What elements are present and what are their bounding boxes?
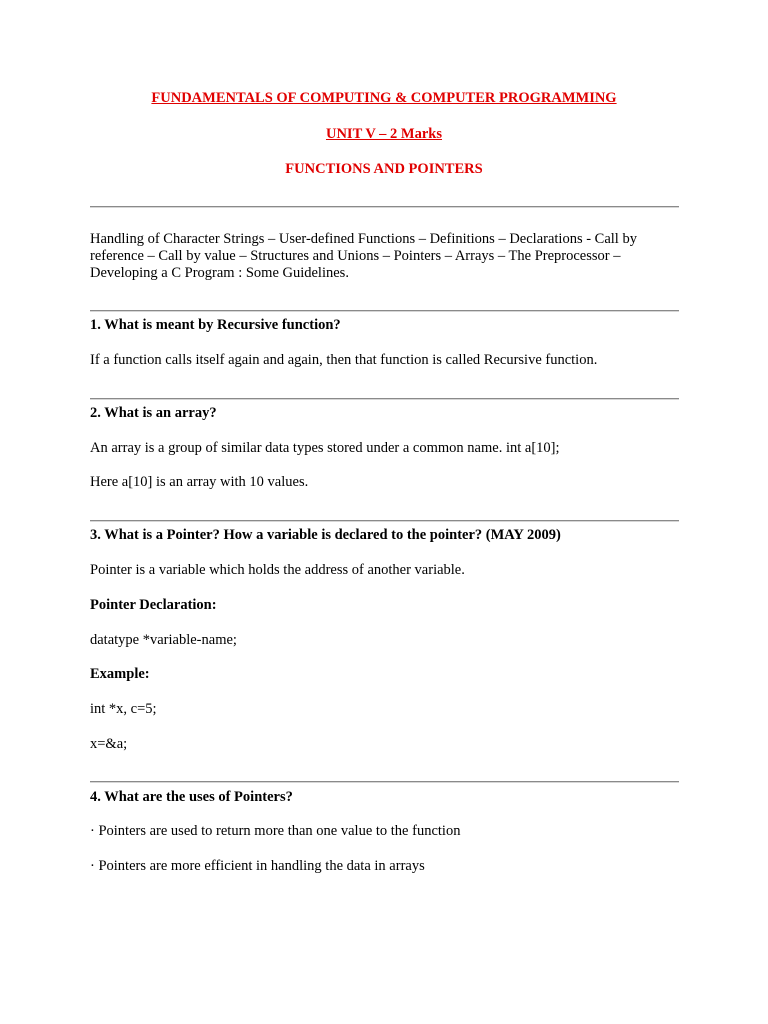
bullet-item-1: · Pointers are used to return more than one value to the function xyxy=(90,823,461,839)
divider xyxy=(90,781,679,783)
question-1: 1. What is meant by Recursive function? xyxy=(90,317,341,333)
divider xyxy=(90,206,679,208)
example-heading: Example: xyxy=(90,666,150,682)
divider xyxy=(90,520,679,522)
answer-2-line-2: Here a[10] is an array with 10 values. xyxy=(90,474,309,490)
declaration-heading: Pointer Declaration: xyxy=(90,597,217,613)
declaration-syntax: datatype *variable-name; xyxy=(90,632,237,648)
question-3: 3. What is a Pointer? How a variable is declared to the pointer? (MAY 2009) xyxy=(90,527,561,543)
answer-1: If a function calls itself again and again, then that function is called Recursive function. xyxy=(90,352,598,368)
question-4: 4. What are the uses of Pointers? xyxy=(90,789,293,805)
unit-heading: UNIT V – 2 Marks xyxy=(325,126,443,142)
syllabus-text: Handling of Character Strings – User-defined Functions – Definitions – Declarations - Call by reference – Call by value – Structures and Unions – Pointers – Arrays – The Preprocessor – Developing a C Program : Some Guidelines. xyxy=(90,231,637,281)
topic-heading: FUNCTIONS AND POINTERS xyxy=(285,161,483,177)
answer-2-line-1: An array is a group of similar data types stored under a common name. int a[10]; xyxy=(90,440,560,456)
example-line-1: int *x, c=5; xyxy=(90,701,157,717)
answer-3: Pointer is a variable which holds the address of another variable. xyxy=(90,562,465,578)
question-2: 2. What is an array? xyxy=(90,405,217,421)
bullet-item-2: · Pointers are more efficient in handling the data in arrays xyxy=(90,858,425,874)
divider xyxy=(90,310,679,312)
example-line-2: x=&a; xyxy=(90,736,128,752)
document-title: FUNDAMENTALS OF COMPUTING & COMPUTER PROGRAMMING xyxy=(151,90,617,106)
divider xyxy=(90,398,679,400)
